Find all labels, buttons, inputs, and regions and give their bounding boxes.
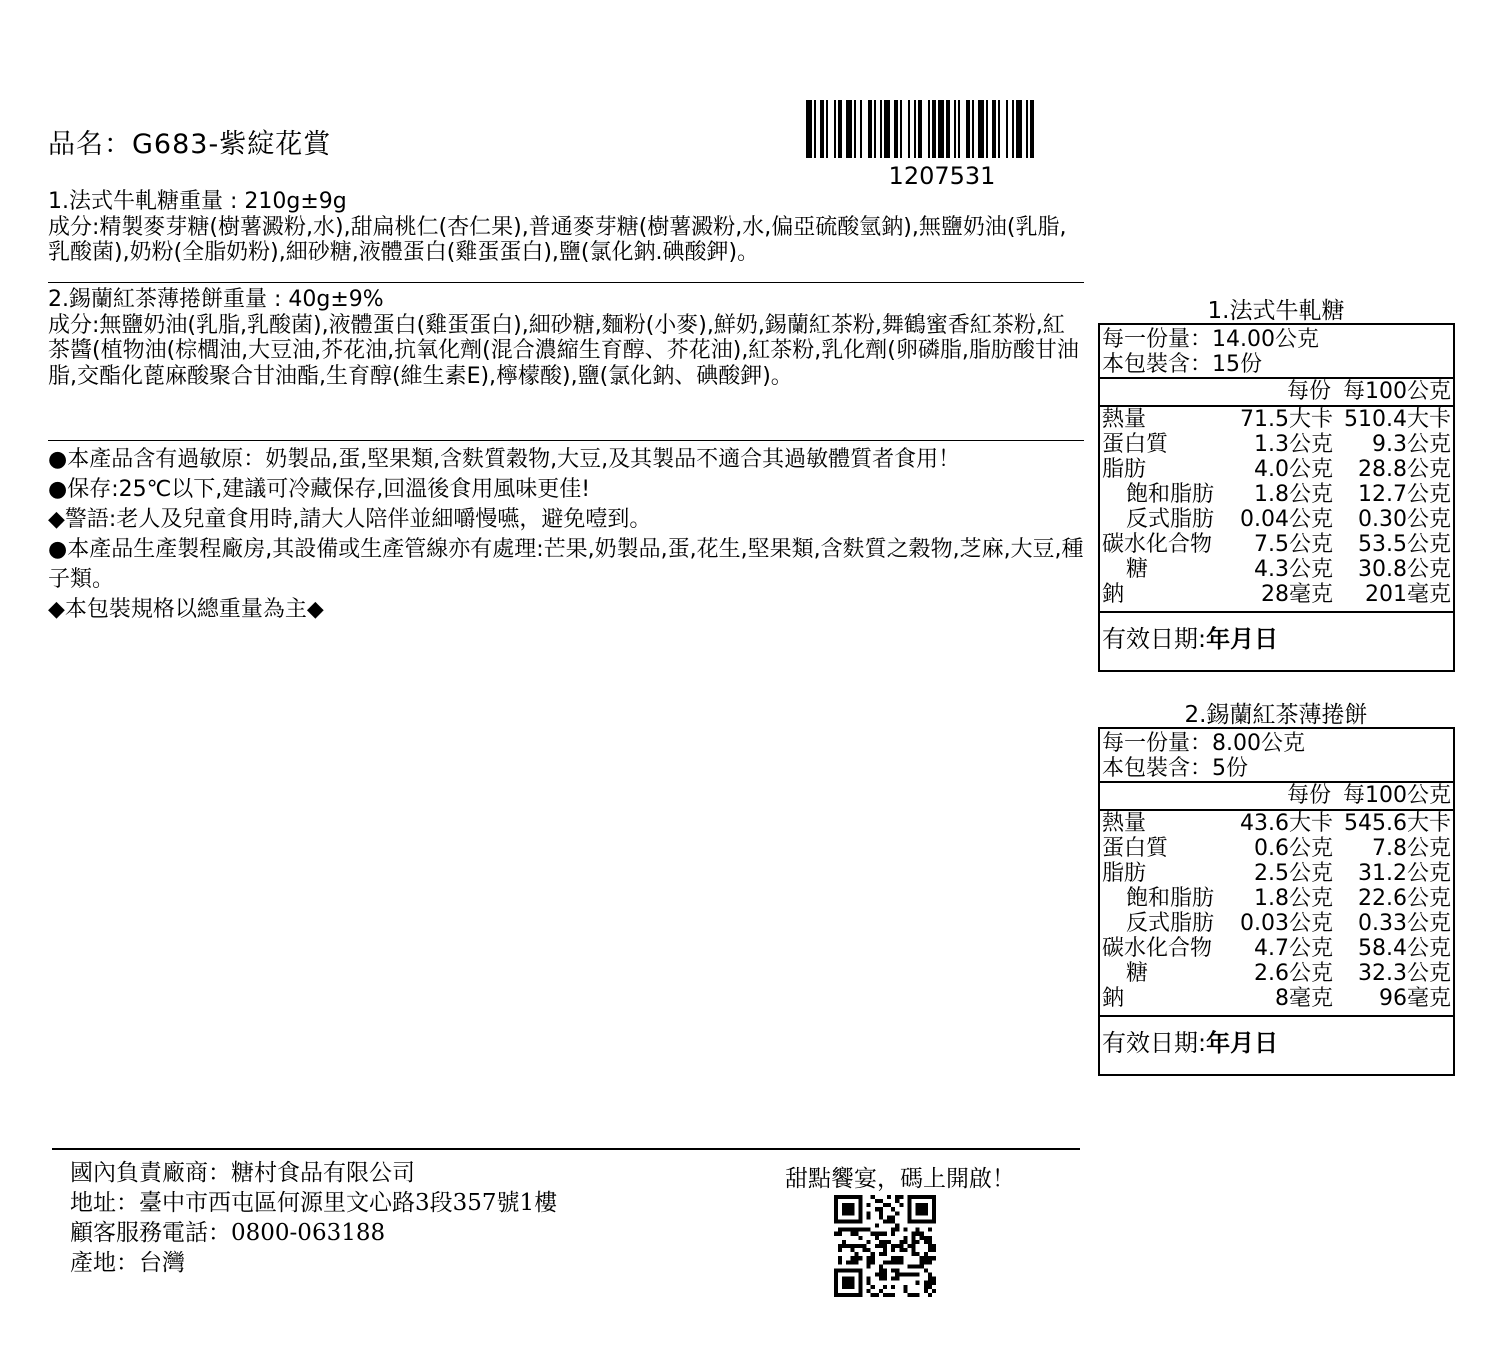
nutrient-name: 反式脂肪 (1126, 507, 1215, 532)
nutrition-table (1098, 323, 1455, 672)
nutrient-name: 脂肪 (1102, 861, 1147, 886)
nutrient-per-serving: 43.6大卡 (1240, 811, 1333, 836)
nutrient-name: 反式脂肪 (1126, 911, 1215, 936)
col-per-serving: 每份 (1286, 379, 1331, 404)
nutrient-row (1102, 861, 1451, 886)
nutrient-per-serving: 1.8公克 (1254, 482, 1333, 507)
qr-code-icon[interactable] (834, 1195, 936, 1297)
nutrient-per-serving: 0.03公克 (1240, 911, 1333, 936)
nutrient-per-100g: 0.33公克 (1358, 911, 1451, 936)
nutrient-per-100g: 12.7公克 (1358, 482, 1451, 507)
col-per-serving: 每份 (1286, 783, 1331, 808)
address: 地址：臺中市西屯區何源里文心路3段357號1樓 (70, 1190, 558, 1216)
serving-size: 每一份量：14.00公克 (1102, 327, 1319, 352)
barcode-number: 1207531 (888, 162, 996, 190)
nutrition-title: 2.錫蘭紅茶薄捲餅 (1184, 702, 1368, 728)
nutrient-per-serving: 0.6公克 (1254, 836, 1333, 861)
nutrient-per-serving: 0.04公克 (1240, 507, 1333, 532)
importer: 國內負責廠商：糖村食品有限公司 (70, 1160, 415, 1186)
section-crepe (48, 287, 1084, 389)
nutrient-name: 糖 (1126, 557, 1149, 582)
nougat-heading: 1.法式牛軋糖重量 : 210g±9g (48, 189, 347, 214)
col-per-100g: 每100公克 (1343, 379, 1451, 404)
nutrient-per-100g: 201毫克 (1365, 582, 1451, 607)
nutrient-per-100g: 22.6公克 (1358, 886, 1451, 911)
nutrient-name: 熱量 (1102, 811, 1147, 836)
nutrient-row (1102, 886, 1451, 911)
product-name: 品名：G683-紫綻花賞 (48, 129, 332, 160)
nutrient-row (1102, 911, 1451, 936)
expiry-value: 年月日 (1206, 1029, 1279, 1057)
storage-note: ●保存:25℃以下,建議可冷藏保存,回溫後食用風味更佳! (48, 477, 591, 502)
nutrient-name: 飽和脂肪 (1126, 482, 1215, 507)
nutrient-row (1102, 482, 1451, 507)
col-per-100g: 每100公克 (1343, 783, 1451, 808)
nutrient-name: 熱量 (1102, 407, 1147, 432)
nutrition-title: 1.法式牛軋糖 (1207, 298, 1345, 324)
origin: 產地：台灣 (70, 1250, 185, 1276)
nutrient-per-serving: 2.5公克 (1254, 861, 1333, 886)
nougat-ingredients: 成分:精製麥芽糖(樹薯澱粉,水),甜扁桃仁(杏仁果),普通麥芽糖(樹薯澱粉,水,偏亞硫酸氫鈉),無鹽奶油(乳脂,乳酸菌),奶粉(全脂奶粉),細砂糖,液體蛋白(雞蛋蛋白),鹽(氯化鈉.碘酸鉀)。 (48, 214, 1067, 265)
nutrient-per-serving: 4.7公克 (1254, 936, 1333, 961)
nutrient-name: 鈉 (1102, 582, 1125, 607)
expiry (1100, 1017, 1453, 1074)
nutrient-row (1102, 961, 1451, 986)
warning-note: ◆警語:老人及兒童食用時,請大人陪伴並細嚼慢嚥，避免噎到。 (48, 507, 652, 532)
nutrient-name: 碳水化合物 (1102, 532, 1213, 557)
nutrient-per-100g: 545.6大卡 (1344, 811, 1451, 836)
expiry-label: 有效日期: (1102, 625, 1207, 653)
nutrient-row (1102, 811, 1451, 836)
servings-per-package: 本包裝含：5份 (1102, 756, 1248, 781)
divider (48, 440, 1084, 441)
divider (48, 282, 1084, 283)
nutrient-row (1102, 432, 1451, 457)
servings-per-package: 本包裝含：15份 (1102, 352, 1262, 377)
footer-divider (52, 1148, 1080, 1150)
nutrient-row (1102, 582, 1451, 607)
nutrient-per-serving: 1.3公克 (1254, 432, 1333, 457)
serving-size: 每一份量：8.00公克 (1102, 731, 1305, 756)
nutrient-per-serving: 71.5大卡 (1240, 407, 1333, 432)
nutrient-name: 碳水化合物 (1102, 936, 1213, 961)
nutrient-name: 糖 (1126, 961, 1149, 986)
company-info (70, 1158, 557, 1278)
nutrient-row (1102, 836, 1451, 861)
facility-note: ●本產品生產製程廠房,其設備或生產管線亦有處理:芒果,奶製品,蛋,花生,堅果類,含麩質之穀物,芝麻,大豆,種子類。 (48, 537, 1084, 592)
nutrient-per-100g: 510.4大卡 (1344, 407, 1451, 432)
expiry (1100, 613, 1453, 670)
nutrient-row (1102, 457, 1451, 482)
nutrient-per-100g: 28.8公克 (1358, 457, 1451, 482)
nutrient-per-serving: 8毫克 (1275, 986, 1333, 1011)
packaging-note: ◆本包裝規格以總重量為主◆ (48, 597, 324, 622)
section-nougat (48, 189, 1084, 266)
nutrient-per-100g: 53.5公克 (1358, 532, 1451, 557)
nutrient-per-100g: 58.4公克 (1358, 936, 1451, 961)
nutrition-rows (1100, 407, 1453, 613)
nutrient-per-100g: 30.8公克 (1358, 557, 1451, 582)
nutrient-row (1102, 532, 1451, 557)
phone: 顧客服務電話：0800-063188 (70, 1220, 386, 1246)
nutrient-per-serving: 4.0公克 (1254, 457, 1333, 482)
nutrient-per-serving: 7.5公克 (1254, 532, 1333, 557)
nutrient-row (1102, 936, 1451, 961)
expiry-label: 有效日期: (1102, 1029, 1207, 1057)
nutrient-per-100g: 31.2公克 (1358, 861, 1451, 886)
expiry-value: 年月日 (1206, 625, 1279, 653)
nutrient-name: 蛋白質 (1102, 836, 1169, 861)
nutrient-row (1102, 557, 1451, 582)
nutrient-per-serving: 4.3公克 (1254, 557, 1333, 582)
qr-caption: 甜點饗宴，碼上開啟！ (785, 1166, 1015, 1192)
nutrient-row (1102, 507, 1451, 532)
nutrient-name: 飽和脂肪 (1126, 886, 1215, 911)
nutrient-row (1102, 407, 1451, 432)
nutrient-per-serving: 28毫克 (1261, 582, 1333, 607)
crepe-ingredients: 成分:無鹽奶油(乳脂,乳酸菌),液體蛋白(雞蛋蛋白),細砂糖,麵粉(小麥),鮮奶,錫蘭紅茶粉,舞鶴蜜香紅茶粉,紅茶醬(植物油(棕櫚油,大豆油,芥花油,抗氧化劑(混合濃縮生育醇、芥花油),紅茶粉,乳化劑(卵磷脂,脂肪酸甘油脂,交酯化蓖麻酸聚合甘油酯,生育醇(維生素E),檸檬酸),鹽(氯化鈉、碘酸鉀)。 (48, 312, 1079, 389)
notes (48, 445, 1088, 625)
nutrient-per-100g: 0.30公克 (1358, 507, 1451, 532)
nutrient-row (1102, 986, 1451, 1011)
nutrient-per-100g: 9.3公克 (1372, 432, 1451, 457)
allergen-note: ●本產品含有過敏原：奶製品,蛋,堅果類,含麩質穀物,大豆,及其製品不適合其過敏體質者食用！ (48, 447, 961, 472)
barcode-icon (806, 100, 1078, 158)
nutrient-name: 脂肪 (1102, 457, 1147, 482)
crepe-heading: 2.錫蘭紅茶薄捲餅重量 : 40g±9% (48, 287, 384, 312)
nutrient-per-100g: 32.3公克 (1358, 961, 1451, 986)
nutrient-per-100g: 96毫克 (1379, 986, 1451, 1011)
nutrient-per-100g: 7.8公克 (1372, 836, 1451, 861)
nutrition-rows (1100, 811, 1453, 1017)
nutrient-per-serving: 1.8公克 (1254, 886, 1333, 911)
nutrient-name: 蛋白質 (1102, 432, 1169, 457)
nutrition-table (1098, 727, 1455, 1076)
nutrient-name: 鈉 (1102, 986, 1125, 1011)
nutrient-per-serving: 2.6公克 (1254, 961, 1333, 986)
